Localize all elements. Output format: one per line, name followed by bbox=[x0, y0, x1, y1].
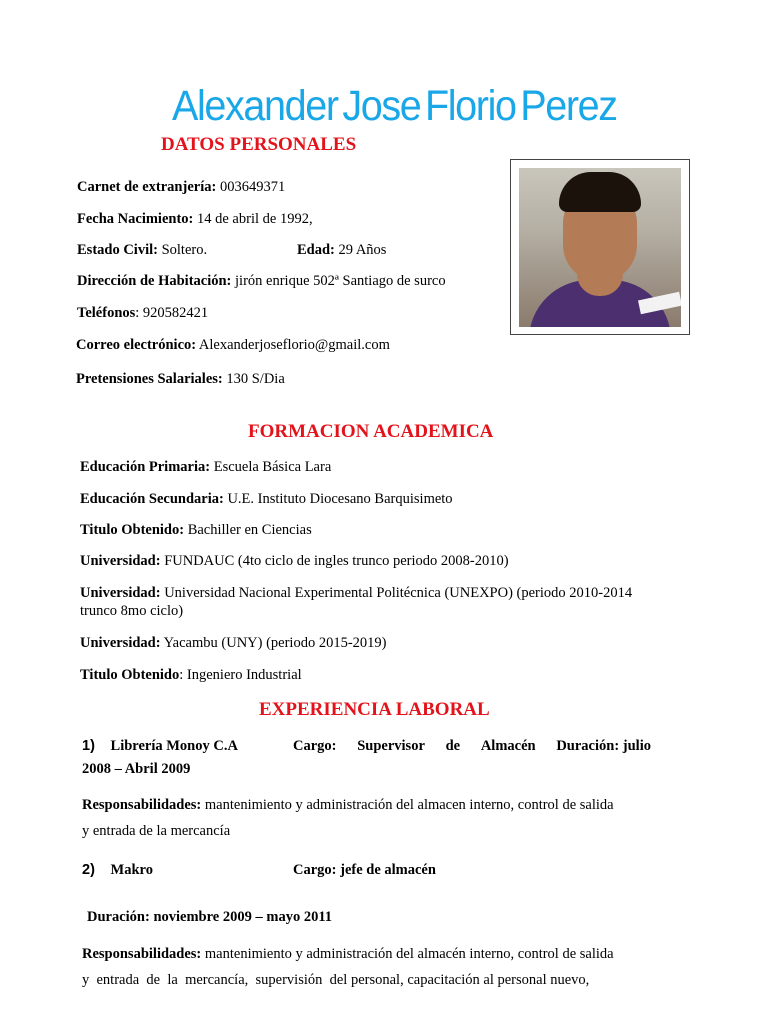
personal-address: Dirección de Habitación: jirón enrique 502ª Santiago de surco bbox=[77, 273, 446, 289]
name-part: Alexander bbox=[172, 82, 338, 130]
name-part: Jose bbox=[342, 82, 421, 130]
personal-carnet: Carnet de extranjería: 003649371 bbox=[77, 179, 286, 195]
section-heading-work: EXPERIENCIA LABORAL bbox=[259, 699, 490, 720]
academic-title1: Titulo Obtenido: Bachiller en Ciencias bbox=[80, 522, 312, 538]
job2-duration: Duración: noviembre 2009 – mayo 2011 bbox=[87, 909, 333, 925]
job1-header: 1) Librería Monoy C.A bbox=[82, 738, 238, 754]
profile-photo-icon bbox=[519, 168, 681, 327]
personal-phone: Teléfonos: 920582421 bbox=[77, 305, 209, 321]
personal-civil: Estado Civil: Soltero. bbox=[77, 242, 208, 258]
job1-cargo: Cargo: Supervisor de Almacén Duración: julio bbox=[293, 738, 651, 754]
personal-age: Edad: 29 Años bbox=[297, 242, 387, 258]
job2-resp-cont: y entrada de la mercancía, supervisión del personal, capacitación al personal nuevo, bbox=[82, 972, 590, 988]
academic-secondary: Educación Secundaria: U.E. Instituto Diocesano Barquisimeto bbox=[80, 491, 453, 507]
academic-title2: Titulo Obtenido: Ingeniero Industrial bbox=[80, 667, 302, 683]
academic-primary: Educación Primaria: Escuela Básica Lara bbox=[80, 459, 332, 475]
personal-salary: Pretensiones Salariales: 130 S/Dia bbox=[76, 371, 285, 387]
candidate-name bbox=[172, 82, 621, 131]
job2-resp: Responsabilidades: mantenimiento y administración del almacén interno, control de salida bbox=[82, 946, 614, 962]
job1-resp: Responsabilidades: mantenimiento y administración del almacen interno, control de salida bbox=[82, 797, 614, 813]
name-part: Perez bbox=[520, 82, 617, 130]
academic-uni1: Universidad: FUNDAUC (4to ciclo de ingles trunco periodo 2008-2010) bbox=[80, 553, 509, 569]
section-heading-personal: DATOS PERSONALES bbox=[161, 134, 357, 155]
job2-header: 2) Makro bbox=[82, 862, 153, 878]
academic-uni2: Universidad: Universidad Nacional Experimental Politécnica (UNEXPO) (periodo 2010-2014 bbox=[80, 585, 633, 601]
profile-photo bbox=[510, 159, 690, 335]
academic-uni3: Universidad: Yacambu (UNY) (periodo 2015-2019) bbox=[80, 635, 387, 651]
personal-email: Correo electrónico: Alexanderjoseflorio@gmail.com bbox=[76, 337, 390, 353]
job1-dates: 2008 – Abril 2009 bbox=[82, 761, 191, 777]
academic-uni2-cont: trunco 8mo ciclo) bbox=[80, 603, 184, 619]
name-part: Florio bbox=[424, 82, 516, 130]
section-heading-academic: FORMACION ACADEMICA bbox=[248, 421, 494, 442]
job1-resp-cont: y entrada de la mercancía bbox=[82, 823, 231, 839]
personal-birth: Fecha Nacimiento: 14 de abril de 1992, bbox=[77, 211, 313, 227]
job2-cargo: Cargo: jefe de almacén bbox=[293, 862, 436, 878]
